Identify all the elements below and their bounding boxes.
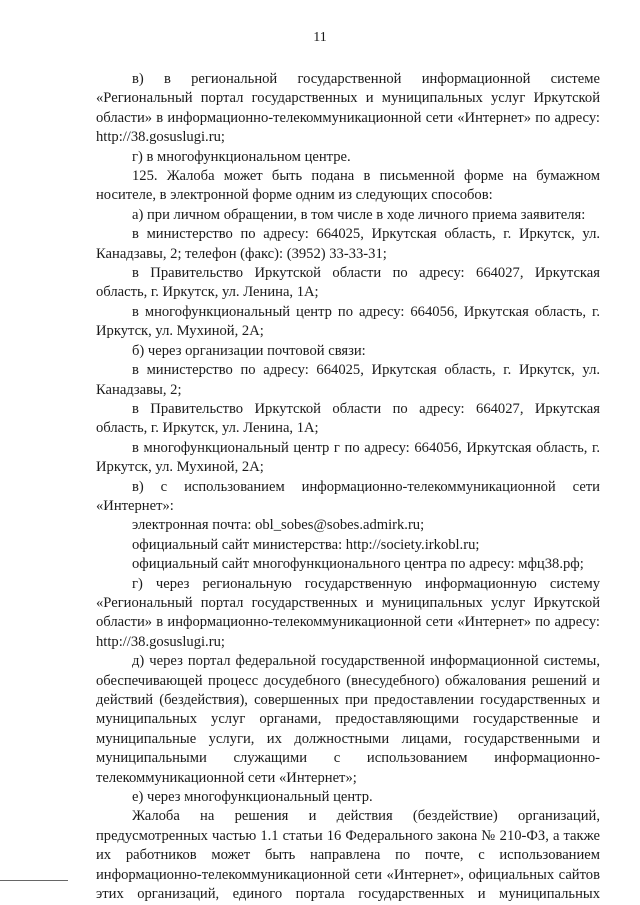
paragraph-d-federal-portal: д) через портал федеральной государственной информационной системы, обеспечивающей процесс досудебного (внесудебного) обжалования решений и действий (бездействия), совершенных при предоставлении государственных и муниципальных услуг органами, предоставляющими государственные и муниципальные услуги, их должностными лицами, государственными и муниципальными служащими с использованием информационно-телекоммуникационной сети «Интернет»; [96, 653, 600, 786]
paragraph-g-mfc: г) в многофункциональном центре. [132, 148, 351, 165]
page-number: 11 [313, 30, 327, 45]
paragraph-ministry-address: в министерство по адресу: 664025, Иркутская область, г. Иркутск, ул. Канадзавы, 2; телефон (факс): (3952) 33-33-31; [96, 226, 600, 262]
paragraph-ministry-site: официальный сайт министерства: http://society.irkobl.ru; [132, 536, 480, 553]
paragraph-v-internet: в) с использованием информационно-телекоммуникационной сети «Интернет»: [96, 478, 600, 514]
paragraph-mfc-address: в многофункциональный центр по адресу: 664056, Иркутская область, г. Иркутск, ул. Мухиной, 2А; [96, 303, 600, 340]
paragraph-g-regional-portal: г) через региональную государственную информационную систему «Региональный портал государственных и муниципальных услуг Иркутской области» в информационно-телекоммуникационной сети «Интернет» по адресу: http://38.gosuslugi.ru; [96, 575, 600, 650]
paragraph-b-postal: б) через организации почтовой связи: [132, 342, 366, 359]
paragraph-government-address: в Правительство Иркутской области по адресу: 664027, Иркутская область, г. Иркутск, ул. Ленина, 1А; [96, 265, 600, 301]
paragraph-government-postal: в Правительство Иркутской области по адресу: 664027, Иркутская область, г. Иркутск, ул. Ленина, 1А; [96, 400, 600, 437]
paragraph-125: 125. Жалоба может быть подана в письменной форме на бумажном носителе, в электронной форме одним из следующих способов: [96, 168, 600, 204]
paragraph-complaint-organizations: Жалоба на решения и действия (бездействие) организаций, предусмотренных частью 1.1 статьи 16 Федерального закона № 210-ФЗ, а также их работников может быть направлена по почте, с использованием информационно-телекоммуникационной сети «Интернет», официальных сайтов этих организаций, единого портала государственных и муниципальных [96, 808, 600, 903]
footer-rule [0, 880, 68, 881]
paragraph-email: электронная почта: obl_sobes@sobes.admirk.ru; [132, 517, 425, 534]
paragraph-v-regional-portal: в) в региональной государственной информационной системе «Региональный портал государственных и муниципальных услуг Иркутской области» в информационно-телекоммуникационной сети «Интернет» по адресу: http://38.gosuslugi.ru; [96, 71, 600, 146]
document-body [96, 70, 600, 904]
paragraph-mfc-postal: в многофункциональный центр г по адресу: 664056, Иркутская область, г. Иркутск, ул. Мухиной, 2А; [96, 439, 600, 476]
paragraph-ministry-postal: в министерство по адресу: 664025, Иркутская область, г. Иркутск, ул. Канадзавы, 2; [96, 362, 600, 398]
paragraph-e-mfc: е) через многофункциональный центр. [132, 789, 373, 806]
paragraph-a-personal: а) при личном обращении, в том числе в ходе личного приема заявителя: [132, 206, 586, 223]
paragraph-mfc-site: официальный сайт многофункционального центра по адресу: мфц38.рф; [132, 556, 584, 573]
